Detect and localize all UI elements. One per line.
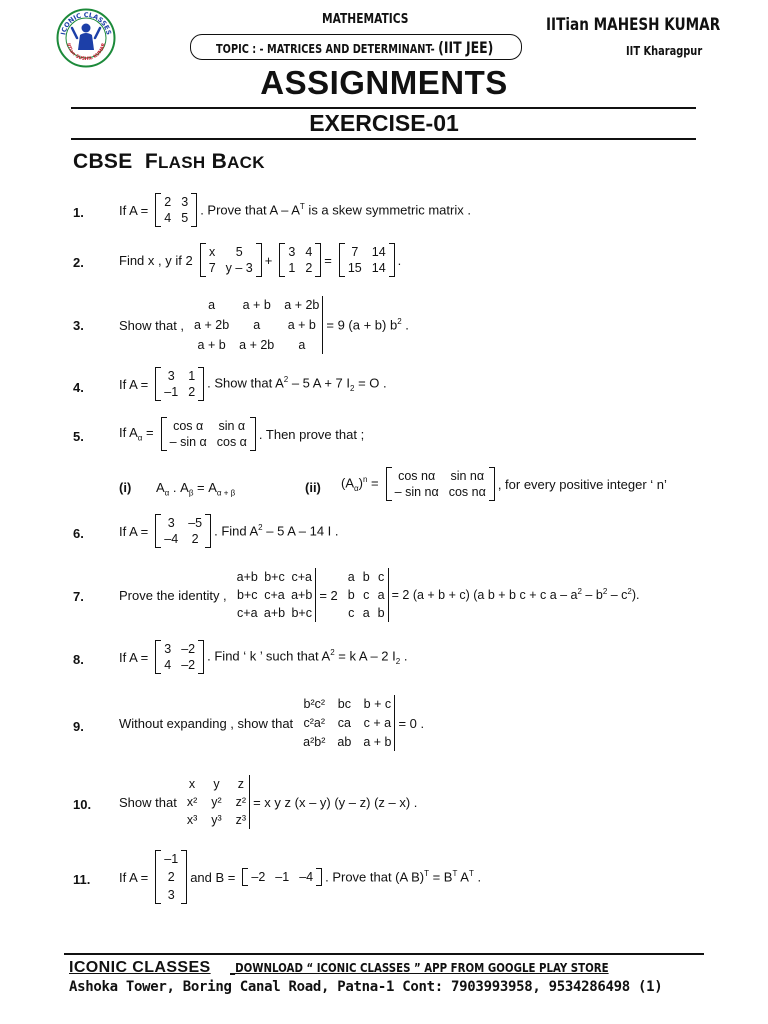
superscript: 2 bbox=[330, 648, 335, 658]
matrix-entry: 7 bbox=[208, 261, 216, 275]
matrix-entry: 3 bbox=[181, 195, 189, 209]
question-number: 6. bbox=[73, 526, 84, 541]
matrix-entry: 15 bbox=[347, 261, 362, 275]
question-text: – c bbox=[607, 588, 628, 603]
matrix-entry: bc bbox=[337, 697, 351, 711]
matrix-entry: 2 bbox=[188, 385, 196, 399]
section-word-cbse: CBSE bbox=[73, 150, 133, 173]
topic-tag: (IIT JEE) bbox=[438, 38, 494, 57]
matrix-entry: a bbox=[253, 318, 261, 332]
subscript: α bbox=[137, 433, 143, 443]
question-text: = bbox=[367, 475, 379, 491]
question-text: If A bbox=[119, 425, 138, 441]
topic-label bbox=[216, 38, 493, 57]
matrix bbox=[155, 640, 204, 674]
question-text: ) bbox=[358, 475, 363, 491]
determinant bbox=[300, 695, 395, 751]
matrix-entry: b+c bbox=[264, 570, 285, 584]
question-number: 11. bbox=[73, 872, 91, 887]
question-8 bbox=[119, 640, 410, 674]
question-11 bbox=[119, 850, 484, 904]
matrix-entry: 2 bbox=[191, 532, 199, 546]
question-text: . Prove that (A B) bbox=[325, 869, 425, 885]
question-text: A bbox=[457, 869, 469, 885]
question-text: = A bbox=[193, 480, 217, 495]
question-number: 2. bbox=[73, 255, 84, 270]
topic-prefix: TOPIC : - MATRICES AND DETERMINANT- bbox=[216, 41, 435, 56]
exercise-heading: EXERCISE-01 bbox=[309, 110, 459, 136]
matrix-entry: 2 bbox=[305, 261, 313, 275]
question-text: If A = bbox=[119, 649, 149, 665]
subscript: 2 bbox=[395, 656, 401, 666]
matrix-entry: –4 bbox=[164, 532, 179, 546]
matrix-entry: 4 bbox=[305, 245, 313, 259]
superscript: T bbox=[468, 869, 474, 879]
matrix bbox=[279, 243, 321, 277]
matrix-entry: –1 bbox=[164, 852, 179, 866]
matrix-entry: 2 bbox=[167, 870, 175, 884]
matrix bbox=[155, 514, 211, 548]
question-text: – 5 A – 14 I . bbox=[262, 523, 339, 539]
matrix-entry: 3 bbox=[288, 245, 296, 259]
column-matrix bbox=[155, 850, 187, 904]
matrix-entry: – sin α bbox=[169, 435, 207, 449]
question-text: If A = bbox=[119, 869, 149, 885]
superscript: 2 bbox=[397, 317, 402, 327]
question-1 bbox=[119, 193, 474, 227]
determinant bbox=[191, 296, 323, 354]
matrix-entry: c²a² bbox=[303, 716, 326, 730]
section-heading bbox=[73, 150, 265, 174]
question-text: = 9 (a + b) b bbox=[326, 317, 398, 333]
matrix-entry: y bbox=[213, 777, 220, 791]
subscript: α bbox=[354, 483, 359, 493]
question-number: 1. bbox=[73, 205, 84, 220]
question-text: = k A – 2 I bbox=[334, 648, 396, 664]
subscript: α + β bbox=[216, 488, 236, 498]
svg-text:IITian SUSHIL KUMAR: IITian SUSHIL KUMAR bbox=[65, 42, 107, 63]
matrix-entry: ab bbox=[337, 735, 352, 749]
question-text: . Show that A bbox=[207, 375, 284, 391]
matrix bbox=[161, 417, 256, 451]
question-text: . Find ‘ k ’ such that A bbox=[207, 648, 331, 664]
matrix-entry: c+a bbox=[237, 606, 258, 620]
subscript: α bbox=[164, 488, 170, 498]
matrix-entry: a + 2b bbox=[239, 338, 275, 352]
superscript: 2 bbox=[258, 523, 263, 533]
matrix-entry: b + c bbox=[363, 697, 392, 711]
matrix-entry: c+a bbox=[264, 588, 285, 602]
superscript: 2 bbox=[577, 587, 582, 597]
determinant bbox=[184, 775, 250, 829]
subscript: β bbox=[188, 488, 194, 498]
question-text: If A = bbox=[119, 202, 149, 218]
matrix-entry: sin α bbox=[218, 419, 246, 433]
matrix-entry: b bbox=[347, 588, 355, 602]
matrix-entry: 14 bbox=[371, 245, 386, 259]
question-6 bbox=[119, 514, 342, 548]
matrix-entry: sin nα bbox=[450, 469, 485, 483]
matrix-entry: 3 bbox=[164, 642, 172, 656]
question-number: 8. bbox=[73, 652, 84, 667]
question-text: . bbox=[397, 252, 402, 268]
question-text: and B = bbox=[190, 869, 236, 885]
matrix-entry: –4 bbox=[299, 870, 314, 884]
operator: = bbox=[324, 252, 332, 268]
matrix-entry: –1 bbox=[164, 385, 179, 399]
matrix-entry: –5 bbox=[188, 516, 203, 530]
matrix-entry: 1 bbox=[188, 369, 196, 383]
matrix-entry: –1 bbox=[275, 870, 290, 884]
matrix-entry: –2 bbox=[181, 658, 196, 672]
matrix-entry: c bbox=[378, 570, 385, 584]
operator: + bbox=[264, 252, 273, 268]
operator: = 2 bbox=[319, 587, 338, 603]
question-text: A bbox=[156, 480, 165, 495]
question-text: Prove the identity , bbox=[119, 587, 227, 603]
row-matrix bbox=[242, 868, 322, 886]
question-text: = B bbox=[428, 869, 453, 885]
question-number: 9. bbox=[73, 719, 84, 734]
question-text: If A = bbox=[119, 376, 149, 392]
matrix-entry: z³ bbox=[235, 813, 247, 827]
question-text: – 5 A + 7 I bbox=[288, 375, 351, 391]
matrix-entry: a + b bbox=[242, 298, 271, 312]
matrix-entry: b²c² bbox=[303, 697, 326, 711]
matrix-entry: cos α bbox=[216, 435, 247, 449]
question-text: Show that bbox=[119, 794, 177, 810]
matrix-entry: y² bbox=[211, 795, 222, 809]
section-letter: B bbox=[211, 150, 228, 173]
matrix-entry: a + b bbox=[287, 318, 316, 332]
question-text: . Then prove that ; bbox=[258, 426, 365, 442]
question-text: ). bbox=[631, 588, 640, 603]
question-text: . Prove that A – A bbox=[200, 202, 300, 218]
matrix-entry: 4 bbox=[164, 658, 172, 672]
matrix-entry: 5 bbox=[181, 211, 189, 225]
superscript: 2 bbox=[627, 587, 632, 597]
matrix-entry: a²b² bbox=[303, 735, 326, 749]
question-text: = 0 . bbox=[398, 715, 425, 731]
matrix-entry: x bbox=[209, 245, 216, 259]
matrix-entry: y – 3 bbox=[225, 261, 253, 275]
question-text: = 2 (a + b + c) (a b + b c + c a – a bbox=[391, 588, 578, 603]
question-text: (A bbox=[341, 475, 354, 491]
matrix-entry: a bbox=[362, 606, 370, 620]
matrix-entry: 7 bbox=[351, 245, 359, 259]
matrix-entry: b+c bbox=[291, 606, 312, 620]
matrix-entry: 3 bbox=[167, 369, 175, 383]
footer-address: Ashoka Tower, Boring Canal Road, Patna-1 Cont: 7903993958, 9534286498 (1) bbox=[69, 979, 663, 995]
matrix-entry: a bbox=[298, 338, 306, 352]
question-text: . A bbox=[169, 480, 189, 495]
matrix bbox=[339, 243, 395, 277]
matrix-entry: c bbox=[363, 588, 370, 602]
superscript: 2 bbox=[602, 587, 608, 597]
question-text: Without expanding , show that bbox=[119, 715, 294, 731]
question-10 bbox=[119, 775, 420, 829]
exercise-rule bbox=[71, 138, 696, 140]
matrix-entry: a + b bbox=[363, 735, 392, 749]
matrix bbox=[155, 367, 204, 401]
matrix-entry: a bbox=[208, 298, 216, 312]
matrix-entry: 2 bbox=[164, 195, 172, 209]
question-text: . bbox=[473, 869, 482, 885]
matrix-entry: cos nα bbox=[448, 485, 486, 499]
question-text: Find x , y if 2 bbox=[119, 252, 193, 268]
question-7 bbox=[119, 568, 643, 622]
matrix bbox=[155, 193, 197, 227]
question-text: – b bbox=[581, 588, 603, 603]
superscript: T bbox=[452, 869, 458, 879]
matrix-entry: c+a bbox=[291, 570, 312, 584]
question-text: . bbox=[400, 648, 408, 664]
question-3 bbox=[119, 296, 412, 354]
matrix-entry: x bbox=[188, 777, 196, 791]
determinant bbox=[345, 568, 389, 622]
superscript: T bbox=[299, 202, 305, 212]
matrix-entry: a+b bbox=[236, 570, 258, 584]
matrix-entry: a+b bbox=[263, 606, 286, 620]
subpart-label: (ii) bbox=[305, 480, 321, 495]
footer-rule bbox=[64, 953, 704, 955]
matrix-entry: y³ bbox=[211, 813, 222, 827]
matrix-entry: a bbox=[377, 588, 385, 602]
matrix-entry: –2 bbox=[251, 870, 266, 884]
question-text: If A = bbox=[119, 523, 149, 539]
question-number: 7. bbox=[73, 589, 84, 604]
matrix-entry: c + a bbox=[363, 716, 392, 730]
title-rule bbox=[71, 107, 696, 109]
matrix-entry: a bbox=[347, 570, 355, 584]
matrix-entry: a + b bbox=[197, 338, 226, 352]
matrix-entry: 4 bbox=[164, 211, 172, 225]
matrix-entry: z² bbox=[235, 795, 247, 809]
matrix bbox=[386, 467, 495, 501]
matrix-entry: x³ bbox=[186, 813, 198, 827]
subject-label: MATHEMATICS bbox=[322, 12, 409, 27]
svg-text:ICONIC CLASSES: ICONIC CLASSES bbox=[59, 10, 113, 36]
question-text: is a skew symmetric matrix . bbox=[304, 202, 471, 218]
matrix-entry: c bbox=[348, 606, 355, 620]
author-affiliation: IIT Kharagpur bbox=[626, 44, 703, 58]
footer-brand: ICONIC CLASSES bbox=[69, 959, 211, 976]
question-9 bbox=[119, 695, 427, 751]
matrix-entry: b bbox=[377, 606, 385, 620]
section-smallcaps: ACK bbox=[227, 153, 265, 172]
question-text: = bbox=[142, 425, 154, 441]
section-letter: F bbox=[144, 150, 158, 173]
determinant bbox=[234, 568, 317, 622]
question-number: 4. bbox=[73, 380, 84, 395]
subscript: 2 bbox=[350, 383, 355, 393]
question-text: = O . bbox=[354, 375, 387, 391]
iconic-classes-logo bbox=[56, 8, 116, 68]
matrix-entry: b bbox=[362, 570, 370, 584]
matrix-entry: b+c bbox=[237, 588, 258, 602]
subpart-i bbox=[156, 480, 235, 498]
superscript: n bbox=[362, 475, 368, 485]
matrix-entry: ca bbox=[337, 716, 351, 730]
matrix-entry: a + 2b bbox=[194, 318, 230, 332]
matrix-entry: z bbox=[237, 777, 244, 791]
matrix-entry: cos nα bbox=[398, 469, 436, 483]
matrix-entry: x² bbox=[186, 795, 198, 809]
matrix bbox=[200, 243, 262, 277]
question-5 bbox=[119, 417, 367, 451]
question-2 bbox=[119, 243, 404, 277]
question-number: 3. bbox=[73, 318, 84, 333]
footer-download-note: _DOWNLOAD “ ICONIC CLASSES ” APP FROM GOOGLE PLAY STORE bbox=[230, 961, 609, 975]
superscript: 2 bbox=[283, 375, 289, 385]
superscript: T bbox=[424, 869, 429, 879]
matrix-entry: cos α bbox=[173, 419, 204, 433]
question-text: . bbox=[401, 317, 409, 333]
matrix-entry: a + 2b bbox=[284, 298, 320, 312]
page-title: ASSIGNMENTS bbox=[260, 64, 508, 101]
question-number: 5. bbox=[73, 429, 84, 444]
question-text: = x y z (x – y) (y – z) (z – x) . bbox=[253, 794, 418, 810]
matrix-entry: –2 bbox=[181, 642, 196, 656]
matrix-entry: 14 bbox=[371, 261, 386, 275]
question-4 bbox=[119, 367, 390, 401]
matrix-entry: a+b bbox=[291, 588, 313, 602]
matrix-entry: – sin nα bbox=[394, 485, 439, 499]
subpart-label: (i) bbox=[119, 480, 132, 495]
matrix-entry: 5 bbox=[235, 245, 243, 259]
question-text: , for every positive integer ‘ n’ bbox=[497, 476, 667, 492]
question-text: . Find A bbox=[214, 523, 259, 539]
matrix-entry: 1 bbox=[288, 261, 296, 275]
subpart-ii bbox=[341, 467, 670, 501]
question-number: 10. bbox=[73, 797, 92, 812]
matrix-entry: 3 bbox=[167, 516, 175, 530]
matrix-entry: 3 bbox=[167, 888, 175, 902]
section-smallcaps: LASH bbox=[157, 153, 206, 172]
question-text: Show that , bbox=[119, 317, 185, 333]
author-name: IITian MAHESH KUMAR bbox=[546, 15, 721, 35]
